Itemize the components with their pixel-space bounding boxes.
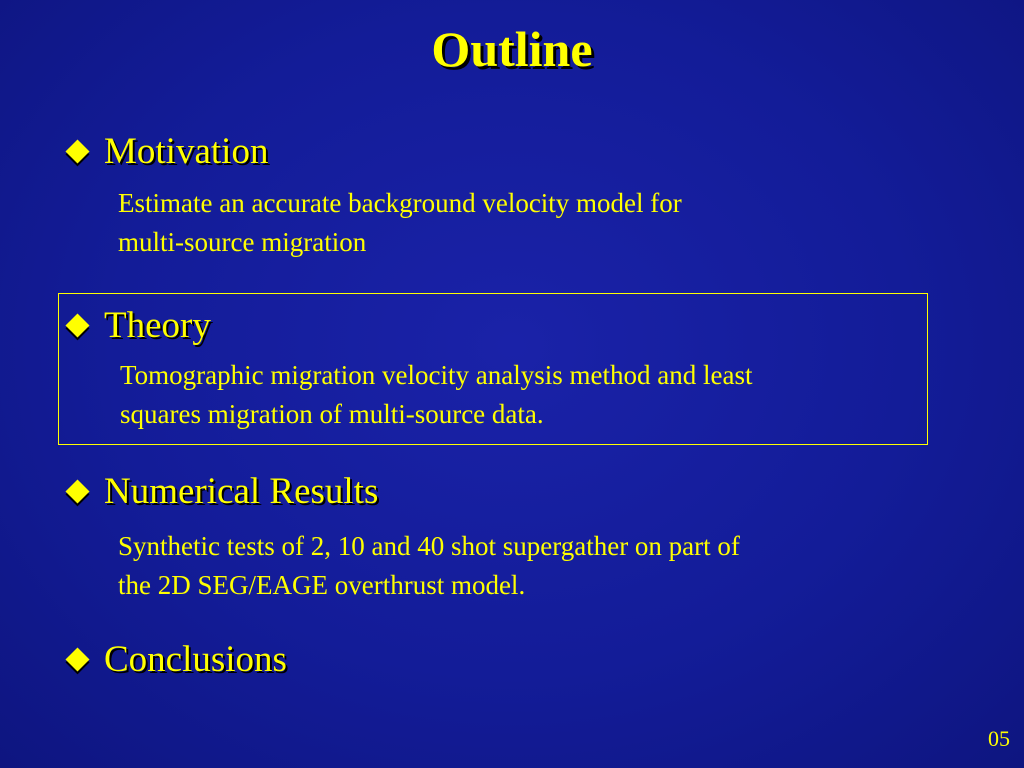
bullet-numerical-results (66, 473, 378, 510)
page-number: 05 (988, 726, 1010, 751)
slide-title: Outline (431, 21, 593, 77)
desc-motivation (118, 184, 682, 262)
diamond-bullet-icon (66, 480, 90, 504)
diamond-bullet-icon (66, 648, 90, 672)
bullet-motivation (66, 133, 268, 170)
heading-theory: Theory (104, 305, 211, 346)
bullet-conclusions (66, 641, 287, 678)
desc-numerical-results-line-2: the 2D SEG/EAGE overthrust model. (118, 570, 526, 600)
desc-theory-line-1: Tomographic migration velocity analysis method and least (120, 360, 753, 390)
desc-numerical-results (118, 527, 740, 605)
desc-motivation-line-1: Estimate an accurate background velocity model for (118, 188, 682, 218)
diamond-bullet-icon (66, 314, 90, 338)
heading-numerical-results: Numerical Results (104, 471, 379, 512)
bullet-theory (66, 307, 211, 344)
desc-theory (120, 356, 752, 434)
heading-conclusions: Conclusions (104, 639, 287, 680)
desc-theory-line-2: squares migration of multi-source data. (120, 399, 544, 429)
desc-numerical-results-line-1: Synthetic tests of 2, 10 and 40 shot supergather on part of (118, 531, 740, 561)
heading-motivation: Motivation (104, 131, 269, 172)
diamond-bullet-icon (66, 140, 90, 164)
desc-motivation-line-2: multi-source migration (118, 227, 367, 257)
